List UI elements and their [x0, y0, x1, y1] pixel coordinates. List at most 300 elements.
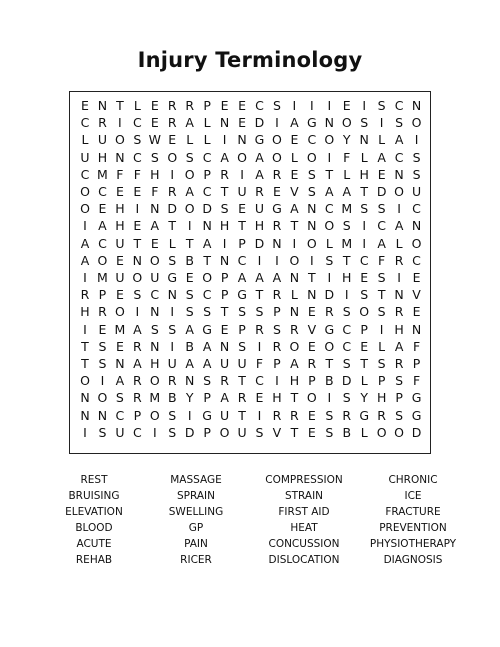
- grid-letter: C: [255, 373, 264, 389]
- grid-row: [70, 372, 430, 389]
- grid-letter: S: [238, 338, 247, 354]
- grid-letter: B: [167, 390, 177, 406]
- grid-letter: P: [98, 287, 107, 303]
- grid-letter: H: [342, 270, 352, 285]
- grid-letter: C: [132, 115, 142, 131]
- grid-letter: A: [290, 356, 299, 371]
- grid-letter: O: [80, 201, 90, 217]
- grid-letter: L: [360, 149, 368, 165]
- grid-letter: T: [133, 235, 142, 251]
- grid-letter: S: [203, 373, 212, 389]
- grid-letter: M: [97, 270, 108, 285]
- grid-letter: O: [114, 132, 125, 148]
- grid-letter: I: [100, 373, 105, 389]
- grid-letter: T: [168, 218, 177, 234]
- grid-letter: N: [115, 149, 125, 165]
- grid-letter: D: [376, 184, 387, 199]
- grid-letter: O: [149, 373, 160, 389]
- grid-letter: O: [411, 115, 422, 131]
- grid-letter: N: [132, 252, 143, 268]
- grid-letter: I: [327, 390, 332, 406]
- grid-letter: I: [327, 98, 332, 113]
- grid-letter: E: [290, 166, 299, 182]
- grid-letter: U: [115, 270, 125, 285]
- word-list-item: REHAB: [75, 554, 113, 566]
- grid-letter: R: [290, 407, 299, 423]
- grid-letter: I: [310, 252, 314, 268]
- grid-letter: S: [238, 304, 247, 320]
- grid-letter: U: [115, 235, 125, 251]
- grid-row: [70, 338, 430, 355]
- grid-letter: S: [272, 321, 281, 337]
- grid-letter: V: [272, 424, 282, 440]
- grid-letter: N: [185, 373, 195, 389]
- grid-letter: D: [411, 424, 422, 440]
- grid-letter: R: [98, 304, 107, 320]
- grid-letter: S: [412, 166, 421, 182]
- grid-letter: O: [306, 149, 317, 165]
- grid-letter: S: [168, 252, 177, 268]
- grid-letter: I: [135, 201, 140, 217]
- grid-letter: C: [324, 201, 334, 217]
- grid-letter: N: [219, 115, 230, 131]
- grid-letter: C: [202, 287, 212, 303]
- grid-letter: R: [272, 166, 282, 182]
- grid-row: [70, 321, 430, 338]
- grid-letter: R: [272, 338, 282, 354]
- grid-letter: I: [327, 149, 332, 165]
- grid-letter: R: [80, 287, 90, 303]
- grid-letter: T: [290, 218, 299, 234]
- grid-row: [70, 355, 430, 372]
- grid-letter: E: [307, 407, 316, 423]
- grid-letter: F: [255, 356, 264, 371]
- grid-letter: A: [220, 149, 229, 165]
- grid-letter: S: [133, 287, 142, 303]
- grid-letter: U: [220, 407, 230, 423]
- grid-letter: N: [150, 201, 160, 217]
- grid-row: [70, 286, 430, 303]
- grid-letter: U: [97, 132, 108, 148]
- grid-letter: A: [98, 218, 107, 234]
- grid-letter: O: [306, 390, 317, 406]
- grid-letter: A: [377, 235, 386, 251]
- word-list-item: CONCUSSION: [268, 538, 340, 550]
- grid-letter: C: [342, 321, 352, 337]
- grid-letter: S: [342, 304, 351, 320]
- grid-letter: I: [344, 287, 349, 303]
- grid-row: [70, 424, 430, 441]
- grid-letter: C: [80, 166, 90, 182]
- grid-letter: Y: [342, 132, 351, 148]
- grid-letter: R: [272, 218, 282, 234]
- grid-letter: I: [83, 270, 87, 285]
- grid-letter: S: [342, 356, 351, 371]
- grid-letter: T: [308, 270, 316, 285]
- grid-letter: S: [377, 270, 386, 285]
- grid-letter: B: [342, 424, 352, 440]
- grid-letter: E: [360, 270, 369, 285]
- grid-letter: N: [272, 235, 282, 251]
- grid-letter: I: [187, 218, 192, 234]
- grid-letter: L: [378, 132, 386, 148]
- grid-letter: O: [184, 166, 195, 182]
- grid-letter: Y: [185, 390, 194, 406]
- grid-letter: R: [255, 321, 264, 337]
- grid-letter: F: [151, 184, 159, 199]
- grid-letter: S: [360, 287, 369, 303]
- grid-letter: N: [411, 321, 422, 337]
- grid-letter: C: [412, 201, 421, 217]
- grid-letter: E: [115, 338, 124, 354]
- grid-letter: S: [255, 304, 264, 320]
- grid-letter: O: [324, 218, 335, 234]
- grid-letter: A: [220, 390, 229, 406]
- grid-letter: L: [186, 132, 194, 148]
- grid-letter: S: [168, 321, 177, 337]
- grid-row: [70, 200, 430, 217]
- grid-letter: D: [254, 235, 265, 251]
- grid-letter: I: [187, 407, 192, 423]
- grid-letter: T: [377, 287, 386, 303]
- grid-letter: U: [115, 424, 125, 440]
- grid-letter: U: [254, 201, 265, 217]
- grid-letter: E: [220, 98, 229, 113]
- grid-letter: O: [289, 252, 300, 268]
- grid-letter: F: [116, 166, 124, 182]
- grid-letter: D: [341, 373, 352, 389]
- grid-letter: Y: [360, 390, 368, 406]
- grid-letter: S: [150, 149, 159, 165]
- grid-letter: N: [307, 218, 317, 234]
- grid-letter: L: [290, 287, 298, 303]
- grid-letter: I: [83, 218, 87, 234]
- grid-letter: O: [394, 184, 405, 199]
- grid-letter: R: [133, 338, 142, 354]
- word-list-item: REST: [80, 474, 108, 486]
- grid-letter: R: [98, 115, 107, 131]
- grid-letter: P: [220, 287, 229, 303]
- word-list-item: CHRONIC: [388, 474, 438, 486]
- grid-letter: N: [97, 98, 108, 113]
- grid-letter: E: [150, 98, 159, 113]
- grid-letter: E: [98, 321, 107, 337]
- word-list-item: BLOOD: [75, 522, 113, 534]
- grid-letter: A: [377, 149, 386, 165]
- word-column: [353, 472, 473, 568]
- grid-letter: N: [411, 218, 422, 234]
- grid-letter: R: [133, 373, 142, 389]
- grid-letter: R: [394, 252, 404, 268]
- grid-letter: D: [324, 287, 335, 303]
- word-list-item: DISLOCATION: [268, 554, 340, 566]
- grid-row: [70, 131, 430, 148]
- grid-letter: I: [327, 270, 332, 285]
- grid-letter: R: [255, 184, 264, 199]
- grid-letter: O: [132, 270, 143, 285]
- grid-letter: E: [342, 98, 351, 113]
- word-list-item: PREVENTION: [379, 522, 447, 534]
- grid-letter: S: [377, 98, 386, 113]
- grid-row: [70, 389, 430, 406]
- grid-letter: H: [394, 321, 404, 337]
- grid-letter: V: [412, 287, 421, 303]
- grid-letter: C: [115, 407, 125, 423]
- grid-letter: C: [394, 149, 404, 165]
- grid-letter: H: [219, 218, 230, 234]
- grid-letter: S: [377, 304, 386, 320]
- grid-letter: C: [342, 338, 352, 354]
- grid-letter: P: [308, 373, 316, 389]
- grid-letter: P: [273, 356, 281, 371]
- grid-letter: P: [203, 98, 211, 113]
- grid-letter: A: [185, 356, 194, 371]
- grid-letter: T: [255, 287, 264, 303]
- grid-letter: N: [307, 201, 317, 217]
- grid-letter: A: [202, 338, 212, 354]
- grid-letter: W: [148, 132, 161, 148]
- grid-letter: C: [412, 252, 421, 268]
- grid-letter: R: [272, 287, 282, 303]
- grid-letter: I: [275, 373, 279, 389]
- grid-letter: N: [394, 287, 404, 303]
- grid-row: [70, 97, 430, 114]
- grid-letter: H: [289, 373, 300, 389]
- grid-letter: R: [220, 373, 229, 389]
- grid-letter: T: [238, 373, 246, 389]
- grid-letter: R: [185, 98, 195, 113]
- word-list-item: DIAGNOSIS: [383, 554, 443, 566]
- grid-letter: N: [219, 338, 230, 354]
- grid-letter: U: [237, 184, 247, 199]
- grid-letter: A: [394, 218, 404, 234]
- grid-letter: P: [377, 373, 386, 389]
- word-column: [136, 472, 256, 568]
- grid-letter: R: [220, 166, 229, 182]
- grid-letter: P: [133, 407, 142, 423]
- grid-letter: C: [307, 132, 317, 148]
- grid-letter: N: [359, 132, 369, 148]
- grid-letter: I: [135, 304, 140, 320]
- grid-letter: T: [116, 98, 124, 113]
- grid-letter: I: [222, 132, 227, 148]
- grid-letter: F: [412, 338, 421, 354]
- grid-letter: F: [343, 149, 351, 165]
- grid-letter: O: [97, 390, 108, 406]
- grid-row: [70, 235, 430, 252]
- grid-letter: S: [255, 424, 264, 440]
- word-list-item: RICER: [180, 554, 212, 566]
- grid-letter: N: [307, 287, 317, 303]
- grid-letter: T: [325, 166, 334, 182]
- grid-letter: B: [185, 252, 194, 268]
- grid-letter: H: [272, 390, 282, 406]
- grid-letter: I: [379, 115, 384, 131]
- grid-letter: R: [167, 98, 177, 113]
- grid-letter: O: [394, 424, 405, 440]
- grid-letter: E: [255, 390, 264, 406]
- grid-letter: O: [149, 252, 160, 268]
- grid-letter: V: [290, 184, 299, 199]
- grid-letter: R: [394, 304, 404, 320]
- grid-letter: M: [341, 235, 353, 251]
- grid-letter: R: [133, 390, 142, 406]
- grid-letter: P: [203, 390, 211, 406]
- grid-letter: R: [167, 184, 177, 199]
- grid-letter: C: [98, 184, 107, 199]
- grid-letter: T: [360, 356, 368, 371]
- grid-letter: E: [290, 132, 299, 148]
- grid-letter: H: [115, 218, 125, 234]
- grid-letter: L: [343, 166, 351, 182]
- grid-letter: L: [133, 98, 141, 113]
- grid-letter: G: [202, 321, 212, 337]
- grid-letter: B: [185, 338, 194, 354]
- word-list-item: HEAT: [290, 522, 318, 534]
- word-list-item: PHYSIOTHERAPY: [369, 538, 457, 550]
- grid-letter: I: [397, 201, 401, 217]
- grid-letter: U: [237, 424, 247, 440]
- grid-letter: S: [185, 287, 194, 303]
- grid-letter: U: [411, 184, 422, 199]
- grid-letter: T: [203, 252, 211, 268]
- grid-letter: O: [324, 132, 335, 148]
- grid-letter: O: [324, 338, 335, 354]
- grid-letter: I: [310, 98, 314, 113]
- grid-letter: R: [324, 304, 334, 320]
- word-list-item: SPRAIN: [176, 490, 215, 502]
- grid-letter: L: [378, 338, 386, 354]
- grid-letter: O: [219, 424, 230, 440]
- grid-letter: G: [411, 390, 422, 406]
- grid-letter: I: [118, 115, 122, 131]
- word-list-item: PAIN: [184, 538, 208, 550]
- letter-grid: [69, 91, 431, 454]
- grid-letter: I: [362, 98, 367, 113]
- grid-letter: F: [378, 252, 386, 268]
- grid-letter: P: [412, 356, 421, 371]
- grid-letter: T: [290, 390, 299, 406]
- grid-letter: E: [98, 201, 107, 217]
- grid-letter: S: [342, 390, 351, 406]
- grid-letter: L: [203, 115, 211, 131]
- grid-letter: A: [290, 115, 299, 131]
- grid-letter: H: [150, 166, 160, 182]
- grid-letter: A: [202, 235, 212, 251]
- grid-letter: N: [150, 304, 160, 320]
- grid-letter: L: [203, 132, 211, 148]
- grid-letter: E: [150, 235, 159, 251]
- grid-letter: O: [341, 115, 352, 131]
- grid-letter: R: [342, 407, 352, 423]
- grid-letter: I: [397, 270, 401, 285]
- grid-letter: I: [414, 132, 419, 148]
- grid-letter: M: [114, 321, 126, 337]
- grid-letter: N: [411, 98, 422, 113]
- grid-letter: T: [342, 252, 351, 268]
- grid-letter: O: [184, 201, 195, 217]
- grid-letter: L: [325, 235, 333, 251]
- grid-letter: E: [133, 184, 142, 199]
- grid-letter: O: [97, 252, 108, 268]
- word-list-item: ACUTE: [76, 538, 112, 550]
- grid-letter: G: [307, 115, 317, 131]
- grid-letter: O: [202, 270, 213, 285]
- word-list-item: FIRST AID: [278, 506, 330, 518]
- page-title: Injury Terminology: [137, 48, 363, 72]
- grid-letter: A: [115, 373, 125, 389]
- grid-letter: O: [289, 338, 300, 354]
- word-list-item: STRAIN: [284, 490, 324, 502]
- grid-row: [70, 407, 430, 424]
- grid-row: [70, 166, 430, 183]
- grid-letter: N: [150, 338, 160, 354]
- grid-letter: G: [254, 132, 265, 148]
- grid-letter: S: [325, 252, 334, 268]
- grid-letter: I: [222, 235, 227, 251]
- grid-letter: S: [307, 166, 316, 182]
- grid-letter: S: [98, 424, 107, 440]
- grid-row: [70, 149, 430, 166]
- grid-letter: T: [325, 356, 334, 371]
- grid-letter: S: [98, 356, 107, 371]
- grid-letter: S: [185, 304, 194, 320]
- grid-letter: A: [185, 321, 194, 337]
- grid-letter: T: [220, 304, 229, 320]
- grid-letter: E: [412, 304, 421, 320]
- grid-letter: T: [220, 184, 229, 199]
- word-list-item: SWELLING: [168, 506, 224, 518]
- grid-letter: S: [360, 115, 369, 131]
- grid-letter: R: [167, 115, 177, 131]
- grid-letter: G: [324, 321, 335, 337]
- grid-letter: N: [324, 115, 334, 131]
- grid-letter: G: [411, 407, 422, 423]
- grid-letter: A: [185, 115, 194, 131]
- word-list-item: COMPRESSION: [265, 474, 343, 486]
- grid-letter: E: [307, 424, 316, 440]
- grid-letter: F: [133, 166, 141, 182]
- grid-letter: G: [202, 407, 212, 423]
- grid-letter: U: [80, 149, 90, 165]
- grid-letter: C: [132, 424, 142, 440]
- grid-letter: O: [376, 424, 387, 440]
- grid-letter: T: [81, 356, 89, 371]
- grid-letter: B: [325, 373, 334, 389]
- grid-letter: L: [395, 235, 403, 251]
- grid-letter: E: [272, 184, 281, 199]
- grid-letter: I: [170, 338, 175, 354]
- grid-letter: A: [80, 252, 90, 268]
- grid-letter: O: [80, 373, 90, 389]
- grid-letter: P: [360, 321, 368, 337]
- grid-letter: S: [395, 407, 404, 423]
- grid-letter: C: [255, 98, 264, 113]
- grid-letter: E: [168, 132, 177, 148]
- word-list-item: BRUISING: [68, 490, 120, 502]
- grid-letter: S: [115, 390, 124, 406]
- grid-letter: S: [203, 304, 212, 320]
- grid-letter: S: [133, 132, 142, 148]
- grid-letter: E: [150, 115, 159, 131]
- grid-letter: A: [255, 166, 264, 182]
- grid-letter: S: [150, 321, 159, 337]
- grid-letter: R: [167, 373, 177, 389]
- grid-letter: N: [237, 132, 247, 148]
- grid-letter: I: [362, 235, 367, 251]
- grid-letter: A: [255, 270, 264, 285]
- grid-letter: R: [377, 407, 386, 423]
